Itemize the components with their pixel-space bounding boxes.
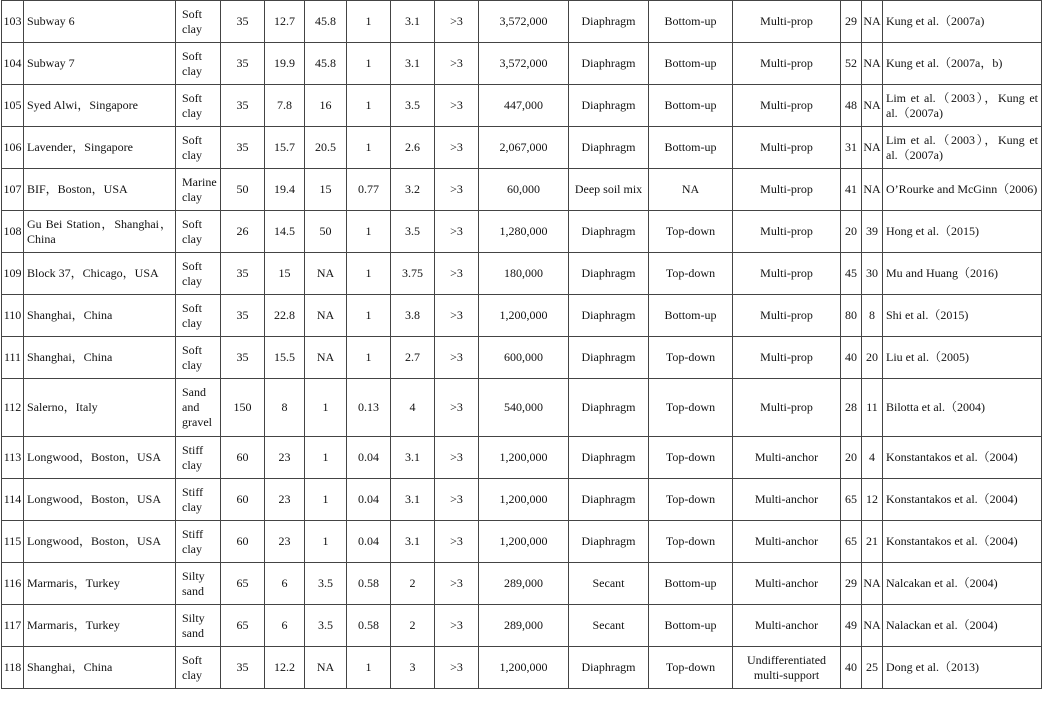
support-system-cell: Multi-anchor: [733, 479, 841, 521]
project-name-cell: Longwood，Boston，USA: [24, 479, 176, 521]
table-row: [2, 479, 1042, 521]
table-row: [2, 605, 1042, 647]
value-cell-3: 1: [305, 379, 347, 437]
value-cell-6: >3: [435, 295, 479, 337]
value-cell-4: 1: [347, 211, 391, 253]
value-cell-8: 31: [841, 127, 862, 169]
value-cell-2: 14.5: [265, 211, 305, 253]
value-cell-6: >3: [435, 85, 479, 127]
value-cell-7: 447,000: [479, 85, 569, 127]
case-number-cell: 106: [2, 127, 24, 169]
value-cell-4: 0.58: [347, 605, 391, 647]
case-number-cell: 105: [2, 85, 24, 127]
support-system-cell: Multi-anchor: [733, 437, 841, 479]
value-cell-7: 1,200,000: [479, 647, 569, 689]
value-cell-3: 45.8: [305, 1, 347, 43]
wall-type-cell: Diaphragm: [569, 337, 649, 379]
table-row: [2, 437, 1042, 479]
value-cell-7: 1,200,000: [479, 295, 569, 337]
support-system-cell: Multi-prop: [733, 1, 841, 43]
value-cell-2: 23: [265, 479, 305, 521]
table-row: [2, 127, 1042, 169]
value-cell-5: 3.1: [391, 437, 435, 479]
support-system-cell: Multi-prop: [733, 253, 841, 295]
soil-type-cell: Silty sand: [176, 605, 221, 647]
value-cell-6: >3: [435, 379, 479, 437]
support-system-cell: Multi-anchor: [733, 521, 841, 563]
soil-type-cell: Stiff clay: [176, 521, 221, 563]
wall-type-cell: Secant: [569, 605, 649, 647]
value-cell-4: 1: [347, 337, 391, 379]
value-cell-8: 29: [841, 1, 862, 43]
construction-method-cell: Top-down: [649, 437, 733, 479]
value-cell-1: 65: [221, 605, 265, 647]
support-system-cell: Multi-prop: [733, 379, 841, 437]
case-number-cell: 113: [2, 437, 24, 479]
case-number-cell: 118: [2, 647, 24, 689]
value-cell-5: 3.5: [391, 85, 435, 127]
value-cell-8: 40: [841, 647, 862, 689]
table-row: [2, 379, 1042, 437]
construction-method-cell: Bottom-up: [649, 605, 733, 647]
case-number-cell: 111: [2, 337, 24, 379]
wall-type-cell: Secant: [569, 563, 649, 605]
wall-type-cell: Diaphragm: [569, 43, 649, 85]
value-cell-3: NA: [305, 295, 347, 337]
value-cell-2: 12.7: [265, 1, 305, 43]
soil-type-cell: Stiff clay: [176, 479, 221, 521]
table-row: [2, 647, 1042, 689]
value-cell-1: 60: [221, 437, 265, 479]
construction-method-cell: Bottom-up: [649, 85, 733, 127]
value-cell-8: 20: [841, 437, 862, 479]
value-cell-9: 21: [862, 521, 883, 563]
soil-type-cell: Soft clay: [176, 211, 221, 253]
project-name-cell: BIF，Boston，USA: [24, 169, 176, 211]
reference-cell: Mu and Huang（2016): [883, 253, 1042, 295]
value-cell-9: NA: [862, 43, 883, 85]
value-cell-6: >3: [435, 211, 479, 253]
construction-method-cell: Top-down: [649, 479, 733, 521]
case-number-cell: 103: [2, 1, 24, 43]
value-cell-2: 6: [265, 605, 305, 647]
value-cell-5: 4: [391, 379, 435, 437]
support-system-cell: Multi-anchor: [733, 605, 841, 647]
value-cell-1: 35: [221, 127, 265, 169]
wall-type-cell: Diaphragm: [569, 521, 649, 563]
value-cell-8: 65: [841, 479, 862, 521]
soil-type-cell: Soft clay: [176, 127, 221, 169]
wall-type-cell: Diaphragm: [569, 85, 649, 127]
value-cell-3: NA: [305, 337, 347, 379]
value-cell-2: 19.9: [265, 43, 305, 85]
case-number-cell: 116: [2, 563, 24, 605]
reference-cell: O’Rourke and McGinn（2006): [883, 169, 1042, 211]
soil-type-cell: Stiff clay: [176, 437, 221, 479]
value-cell-8: 49: [841, 605, 862, 647]
construction-method-cell: Bottom-up: [649, 127, 733, 169]
project-name-cell: Longwood，Boston，USA: [24, 521, 176, 563]
value-cell-2: 12.2: [265, 647, 305, 689]
table-row: [2, 211, 1042, 253]
wall-type-cell: Diaphragm: [569, 379, 649, 437]
value-cell-5: 2.7: [391, 337, 435, 379]
project-name-cell: Lavender，Singapore: [24, 127, 176, 169]
value-cell-9: 39: [862, 211, 883, 253]
value-cell-9: 4: [862, 437, 883, 479]
value-cell-8: 41: [841, 169, 862, 211]
value-cell-9: NA: [862, 169, 883, 211]
value-cell-6: >3: [435, 479, 479, 521]
value-cell-3: 15: [305, 169, 347, 211]
value-cell-6: >3: [435, 521, 479, 563]
value-cell-3: 3.5: [305, 563, 347, 605]
value-cell-7: 3,572,000: [479, 43, 569, 85]
value-cell-9: 20: [862, 337, 883, 379]
reference-cell: Lim et al.（2003），Kung et al.（2007a): [883, 85, 1042, 127]
value-cell-7: 1,200,000: [479, 521, 569, 563]
wall-type-cell: Diaphragm: [569, 253, 649, 295]
value-cell-6: >3: [435, 43, 479, 85]
value-cell-5: 3.1: [391, 521, 435, 563]
soil-type-cell: Soft clay: [176, 85, 221, 127]
value-cell-7: 540,000: [479, 379, 569, 437]
value-cell-2: 15: [265, 253, 305, 295]
wall-type-cell: Deep soil mix: [569, 169, 649, 211]
value-cell-6: >3: [435, 337, 479, 379]
project-name-cell: Salerno，Italy: [24, 379, 176, 437]
soil-type-cell: Soft clay: [176, 253, 221, 295]
reference-cell: Dong et al.（2013): [883, 647, 1042, 689]
support-system-cell: Multi-anchor: [733, 563, 841, 605]
soil-type-cell: Soft clay: [176, 295, 221, 337]
construction-method-cell: Bottom-up: [649, 43, 733, 85]
wall-type-cell: Diaphragm: [569, 127, 649, 169]
table-body: [2, 1, 1042, 689]
value-cell-7: 1,280,000: [479, 211, 569, 253]
value-cell-8: 29: [841, 563, 862, 605]
value-cell-8: 52: [841, 43, 862, 85]
value-cell-3: NA: [305, 253, 347, 295]
soil-type-cell: Soft clay: [176, 43, 221, 85]
table-row: [2, 43, 1042, 85]
construction-method-cell: Bottom-up: [649, 563, 733, 605]
table-row: [2, 295, 1042, 337]
construction-method-cell: NA: [649, 169, 733, 211]
value-cell-7: 180,000: [479, 253, 569, 295]
reference-cell: Liu et al.（2005): [883, 337, 1042, 379]
reference-cell: Konstantakos et al.（2004): [883, 521, 1042, 563]
case-number-cell: 104: [2, 43, 24, 85]
value-cell-1: 60: [221, 479, 265, 521]
case-number-cell: 107: [2, 169, 24, 211]
value-cell-5: 2.6: [391, 127, 435, 169]
value-cell-2: 19.4: [265, 169, 305, 211]
value-cell-3: NA: [305, 647, 347, 689]
value-cell-1: 60: [221, 521, 265, 563]
value-cell-1: 35: [221, 647, 265, 689]
project-name-cell: Subway 7: [24, 43, 176, 85]
value-cell-2: 15.7: [265, 127, 305, 169]
support-system-cell: Multi-prop: [733, 169, 841, 211]
value-cell-4: 1: [347, 43, 391, 85]
construction-method-cell: Bottom-up: [649, 1, 733, 43]
case-number-cell: 109: [2, 253, 24, 295]
value-cell-4: 0.04: [347, 437, 391, 479]
reference-cell: Lim et al.（2003），Kung et al.（2007a): [883, 127, 1042, 169]
soil-type-cell: Sand and gravel: [176, 379, 221, 437]
value-cell-7: 289,000: [479, 605, 569, 647]
value-cell-2: 15.5: [265, 337, 305, 379]
value-cell-9: 8: [862, 295, 883, 337]
value-cell-3: 50: [305, 211, 347, 253]
table-row: [2, 521, 1042, 563]
value-cell-4: 0.04: [347, 521, 391, 563]
project-name-cell: Longwood，Boston，USA: [24, 437, 176, 479]
construction-method-cell: Top-down: [649, 647, 733, 689]
support-system-cell: Multi-prop: [733, 211, 841, 253]
project-name-cell: Shanghai，China: [24, 337, 176, 379]
value-cell-1: 35: [221, 253, 265, 295]
support-system-cell: Multi-prop: [733, 43, 841, 85]
value-cell-7: 60,000: [479, 169, 569, 211]
value-cell-7: 1,200,000: [479, 437, 569, 479]
value-cell-1: 35: [221, 85, 265, 127]
value-cell-5: 3: [391, 647, 435, 689]
case-number-cell: 117: [2, 605, 24, 647]
table-row: [2, 253, 1042, 295]
construction-method-cell: Top-down: [649, 253, 733, 295]
table-row: [2, 1, 1042, 43]
value-cell-1: 35: [221, 43, 265, 85]
value-cell-6: >3: [435, 647, 479, 689]
reference-cell: Kung et al.（2007a，b): [883, 43, 1042, 85]
value-cell-3: 16: [305, 85, 347, 127]
value-cell-3: 1: [305, 521, 347, 563]
value-cell-2: 22.8: [265, 295, 305, 337]
value-cell-4: 1: [347, 127, 391, 169]
value-cell-2: 7.8: [265, 85, 305, 127]
soil-type-cell: Silty sand: [176, 563, 221, 605]
value-cell-5: 3.1: [391, 479, 435, 521]
value-cell-7: 2,067,000: [479, 127, 569, 169]
value-cell-4: 0.13: [347, 379, 391, 437]
value-cell-8: 20: [841, 211, 862, 253]
value-cell-6: >3: [435, 563, 479, 605]
soil-type-cell: Soft clay: [176, 1, 221, 43]
value-cell-8: 80: [841, 295, 862, 337]
value-cell-9: NA: [862, 127, 883, 169]
case-number-cell: 114: [2, 479, 24, 521]
case-number-cell: 112: [2, 379, 24, 437]
value-cell-9: NA: [862, 1, 883, 43]
support-system-cell: Undifferentiated multi-support: [733, 647, 841, 689]
value-cell-4: 1: [347, 647, 391, 689]
reference-cell: Hong et al.（2015): [883, 211, 1042, 253]
construction-method-cell: Top-down: [649, 211, 733, 253]
value-cell-2: 23: [265, 521, 305, 563]
wall-type-cell: Diaphragm: [569, 211, 649, 253]
construction-method-cell: Top-down: [649, 379, 733, 437]
value-cell-5: 3.5: [391, 211, 435, 253]
value-cell-8: 28: [841, 379, 862, 437]
soil-type-cell: Marine clay: [176, 169, 221, 211]
table-row: [2, 337, 1042, 379]
project-name-cell: Syed Alwi，Singapore: [24, 85, 176, 127]
construction-method-cell: Bottom-up: [649, 295, 733, 337]
value-cell-4: 1: [347, 85, 391, 127]
soil-type-cell: Soft clay: [176, 647, 221, 689]
reference-cell: Nalcakan et al.（2004): [883, 563, 1042, 605]
value-cell-2: 8: [265, 379, 305, 437]
value-cell-1: 35: [221, 337, 265, 379]
value-cell-4: 1: [347, 253, 391, 295]
value-cell-3: 3.5: [305, 605, 347, 647]
value-cell-7: 289,000: [479, 563, 569, 605]
reference-cell: Bilotta et al.（2004): [883, 379, 1042, 437]
value-cell-4: 0.77: [347, 169, 391, 211]
table-row: [2, 563, 1042, 605]
case-history-table: [1, 0, 1042, 689]
value-cell-7: 1,200,000: [479, 479, 569, 521]
wall-type-cell: Diaphragm: [569, 295, 649, 337]
value-cell-9: NA: [862, 605, 883, 647]
value-cell-4: 1: [347, 295, 391, 337]
reference-cell: Nalackan et al.（2004): [883, 605, 1042, 647]
value-cell-5: 2: [391, 605, 435, 647]
value-cell-7: 600,000: [479, 337, 569, 379]
wall-type-cell: Diaphragm: [569, 647, 649, 689]
reference-cell: Konstantakos et al.（2004): [883, 437, 1042, 479]
soil-type-cell: Soft clay: [176, 337, 221, 379]
wall-type-cell: Diaphragm: [569, 437, 649, 479]
value-cell-9: 12: [862, 479, 883, 521]
value-cell-1: 50: [221, 169, 265, 211]
project-name-cell: Marmaris，Turkey: [24, 605, 176, 647]
value-cell-6: >3: [435, 169, 479, 211]
value-cell-6: >3: [435, 127, 479, 169]
case-number-cell: 110: [2, 295, 24, 337]
value-cell-2: 23: [265, 437, 305, 479]
value-cell-9: NA: [862, 85, 883, 127]
value-cell-3: 1: [305, 479, 347, 521]
value-cell-9: 11: [862, 379, 883, 437]
value-cell-5: 3.1: [391, 43, 435, 85]
project-name-cell: Gu Bei Station，Shanghai，China: [24, 211, 176, 253]
value-cell-5: 3.75: [391, 253, 435, 295]
support-system-cell: Multi-prop: [733, 127, 841, 169]
value-cell-4: 1: [347, 1, 391, 43]
value-cell-7: 3,572,000: [479, 1, 569, 43]
support-system-cell: Multi-prop: [733, 85, 841, 127]
support-system-cell: Multi-prop: [733, 337, 841, 379]
wall-type-cell: Diaphragm: [569, 479, 649, 521]
value-cell-4: 0.58: [347, 563, 391, 605]
value-cell-8: 45: [841, 253, 862, 295]
value-cell-8: 40: [841, 337, 862, 379]
value-cell-8: 65: [841, 521, 862, 563]
value-cell-5: 2: [391, 563, 435, 605]
project-name-cell: Block 37，Chicago，USA: [24, 253, 176, 295]
wall-type-cell: Diaphragm: [569, 1, 649, 43]
value-cell-6: >3: [435, 253, 479, 295]
value-cell-4: 0.04: [347, 479, 391, 521]
construction-method-cell: Top-down: [649, 337, 733, 379]
value-cell-6: >3: [435, 605, 479, 647]
project-name-cell: Subway 6: [24, 1, 176, 43]
project-name-cell: Shanghai，China: [24, 295, 176, 337]
reference-cell: Konstantakos et al.（2004): [883, 479, 1042, 521]
project-name-cell: Marmaris，Turkey: [24, 563, 176, 605]
support-system-cell: Multi-prop: [733, 295, 841, 337]
value-cell-2: 6: [265, 563, 305, 605]
value-cell-1: 26: [221, 211, 265, 253]
value-cell-1: 150: [221, 379, 265, 437]
table-row: [2, 169, 1042, 211]
value-cell-9: NA: [862, 563, 883, 605]
value-cell-1: 35: [221, 295, 265, 337]
value-cell-8: 48: [841, 85, 862, 127]
project-name-cell: Shanghai，China: [24, 647, 176, 689]
case-number-cell: 115: [2, 521, 24, 563]
value-cell-3: 20.5: [305, 127, 347, 169]
value-cell-1: 65: [221, 563, 265, 605]
table-row: [2, 85, 1042, 127]
value-cell-1: 35: [221, 1, 265, 43]
value-cell-5: 3.8: [391, 295, 435, 337]
value-cell-5: 3.1: [391, 1, 435, 43]
reference-cell: Shi et al.（2015): [883, 295, 1042, 337]
value-cell-9: 30: [862, 253, 883, 295]
reference-cell: Kung et al.（2007a): [883, 1, 1042, 43]
construction-method-cell: Top-down: [649, 521, 733, 563]
value-cell-9: 25: [862, 647, 883, 689]
case-number-cell: 108: [2, 211, 24, 253]
value-cell-3: 1: [305, 437, 347, 479]
value-cell-5: 3.2: [391, 169, 435, 211]
value-cell-6: >3: [435, 1, 479, 43]
value-cell-6: >3: [435, 437, 479, 479]
value-cell-3: 45.8: [305, 43, 347, 85]
